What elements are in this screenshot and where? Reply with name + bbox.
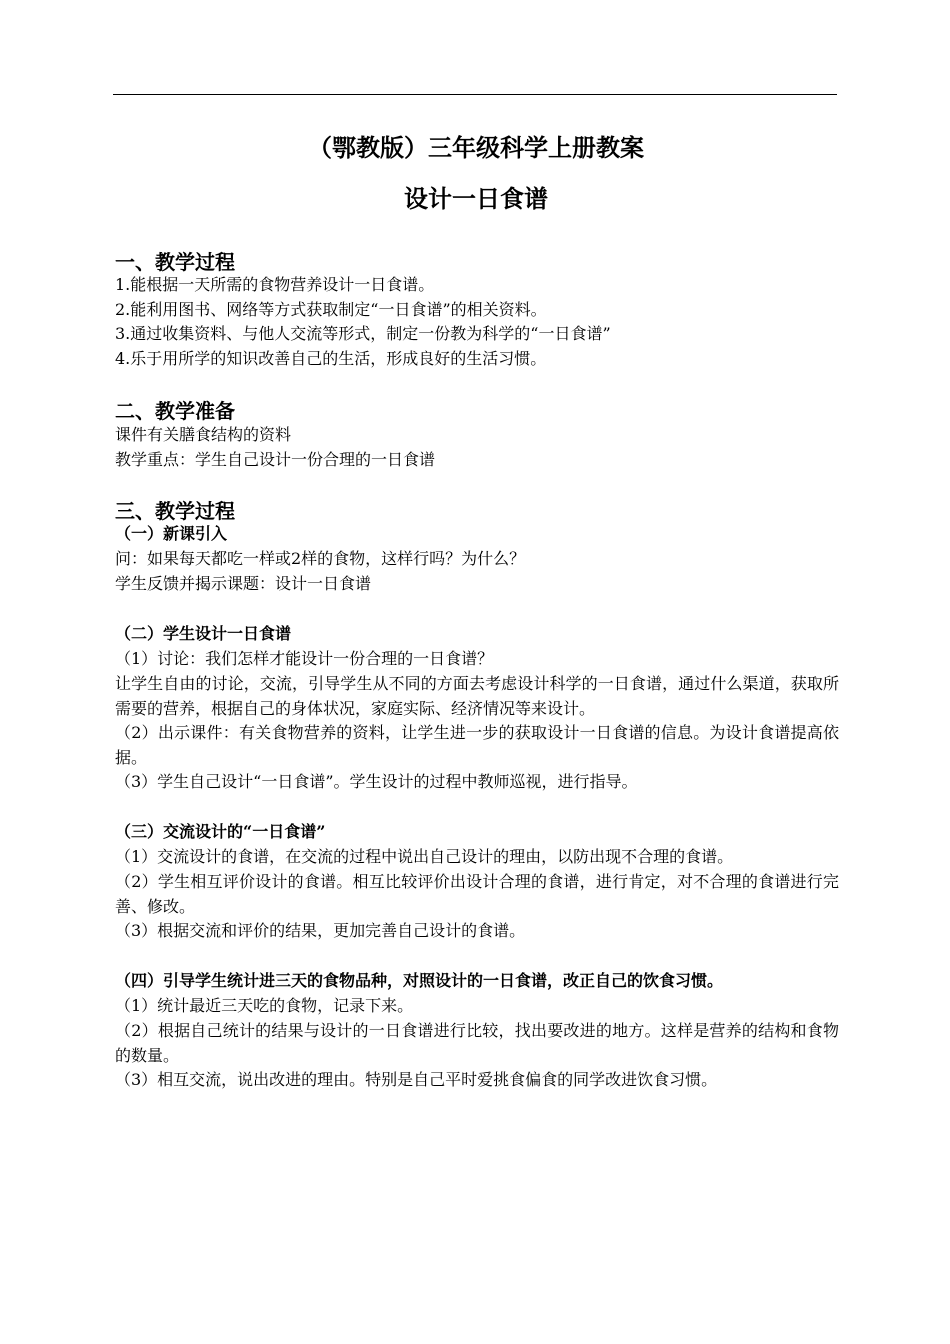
objective-line: 4.乐于用所学的知识改善自己的生活，形成良好的生活习惯。 [115,349,547,368]
objective-line: 2.能利用图书、网络等方式获取制定“一日食谱”的相关资料。 [115,300,547,319]
subsection-heading-exchange: （三）交流设计的“一日食谱” [115,822,326,841]
header-rule [113,94,837,95]
section-heading-process: 三、教学过程 [115,499,235,523]
section-heading-preparation: 二、教学准备 [115,399,235,423]
objective-line: 3.通过收集资料、与他人交流等形式，制定一份教为科学的“一日食谱” [115,324,611,343]
subsection-heading-design: （二）学生设计一日食谱 [115,624,292,643]
paragraph: （3）根据交流和评价的结果，更加完善自己设计的食谱。 [115,921,526,940]
paragraph: 学生反馈并揭示课题：设计一日食谱 [115,574,372,593]
document-subtitle: 设计一日食谱 [404,184,548,213]
section-heading-objectives: 一、教学过程 [115,250,235,274]
preparation-line: 教学重点：学生自己设计一份合理的一日食谱 [115,450,436,469]
paragraph: （3）相互交流，说出改进的理由。特别是自己平时爱挑食偏食的同学改进饮食习惯。 [115,1070,718,1089]
document-title: （鄂教版）三年级科学上册教案 [308,133,644,162]
paragraph: （1）讨论：我们怎样才能设计一份合理的一日食谱？ [115,649,494,668]
paragraph: （2）学生相互评价设计的食谱。相互比较评价出设计合理的食谱，进行肯定，对不合理的食谱进行完善、修改。 [115,872,839,916]
paragraph: （2）根据自己统计的结果与设计的一日食谱进行比较，找出要改进的地方。这样是营养的结构和食物的数量。 [115,1021,839,1065]
paragraph: 让学生自由的讨论，交流，引导学生从不同的方面去考虑设计科学的一日食谱，通过什么渠道，获取所需要的营养，根据自己的身体状况，家庭实际、经济情况等来设计。 [115,674,839,718]
paragraph: （1）统计最近三天吃的食物，记录下来。 [115,996,414,1015]
paragraph: （2）出示课件：有关食物营养的资料，让学生进一步的获取设计一日食谱的信息。为设计食谱提高依据。 [115,723,839,767]
paragraph: 问：如果每天都吃一样或2样的食物，这样行吗？为什么？ [115,549,526,568]
objective-line: 1.能根据一天所需的食物营养设计一日食谱。 [115,275,435,294]
paragraph: （1）交流设计的食谱，在交流的过程中说出自己设计的理由，以防出现不合理的食谱。 [115,847,734,866]
preparation-line: 课件有关膳食结构的资料 [115,425,292,444]
paragraph: （3）学生自己设计“一日食谱”。学生设计的过程中教师巡视，进行指导。 [115,772,638,791]
subsection-heading-statistics: （四）引导学生统计进三天的食物品种，对照设计的一日食谱，改正自己的饮食习惯。 [115,971,724,990]
subsection-heading-intro: （一）新课引入 [115,524,228,543]
